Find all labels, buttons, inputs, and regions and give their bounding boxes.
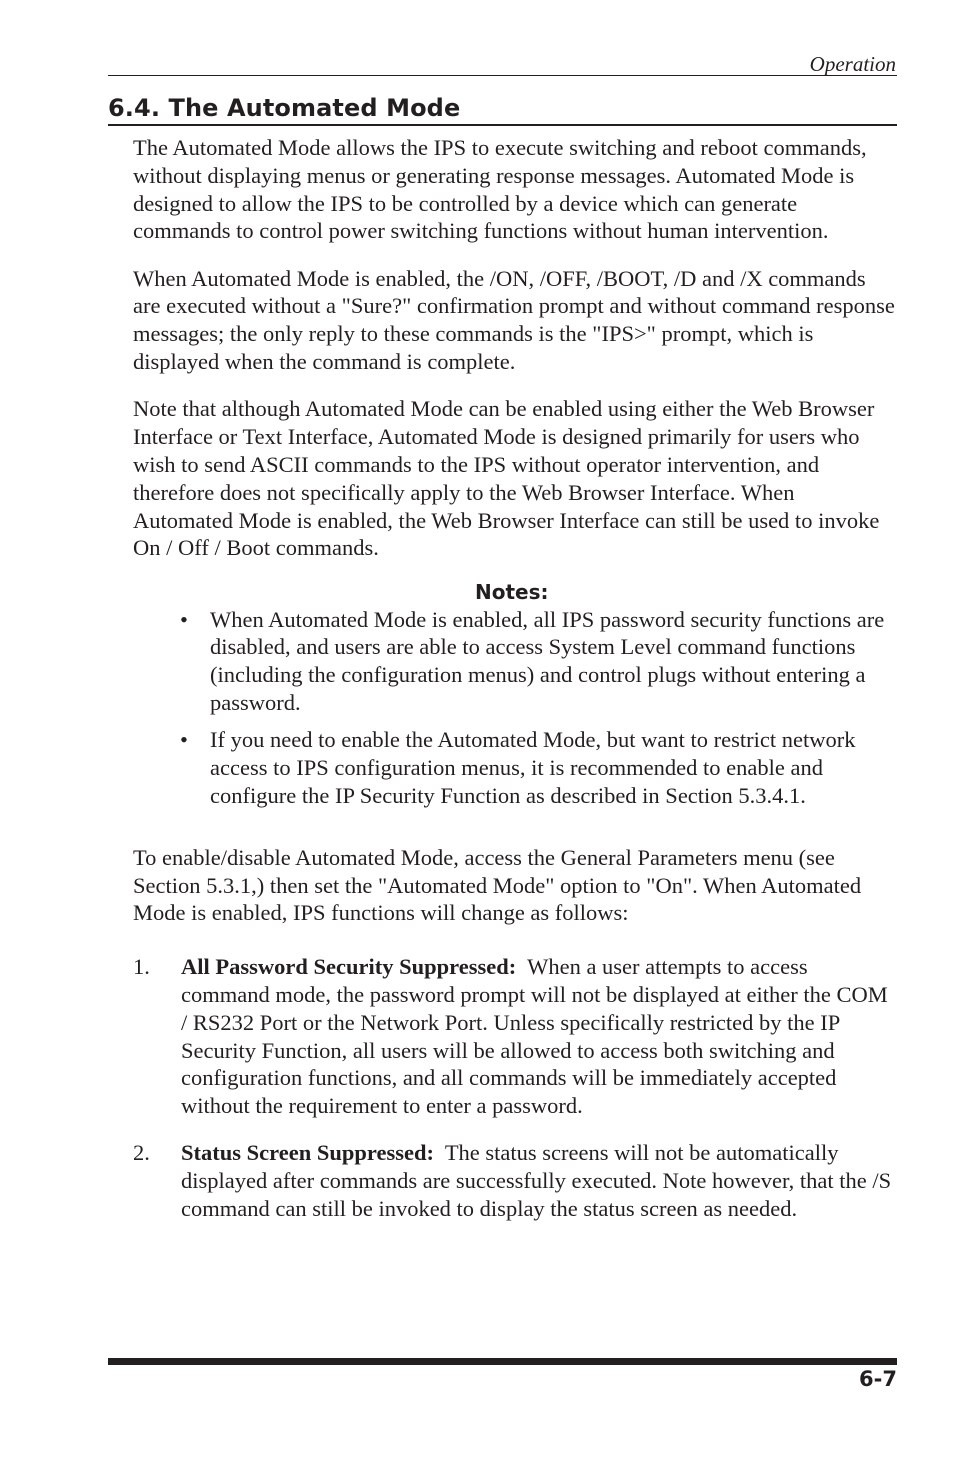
header-rule [108,75,897,76]
item-text [181,1139,897,1222]
bullet-icon: • [180,727,188,753]
heading-rule [108,124,897,126]
paragraph-enable-disable: To enable/disable Automated Mode, access the General Parameters menu (see Section 5.3.1,) then set the "Automated Mode" option to "On". When Automated Mode is enabled, IPS functions will change as follows: [133,844,862,926]
note-text: If you need to enable the Automated Mode, but want to restrict network access to IPS configuration menus, it is recommended to enable and configure the IP Security Function as described in Section 5.3.4.1. [210,727,856,808]
item-body: The status screens will not be automatically displayed after commands are successfully executed. Note however, that the /S command can still be invoked to display the status screen as needed. [181,1139,892,1221]
item-body: When a user attempts to access command mode, the password prompt will not be displayed at either the COM / RS232 Port or the Network Port. Unless specifically restricted by the IP Security Function, all users will be allowed to access both switching and configuration functions, and all commands will be immediately accepted without the requirement to enter a password. [181,954,888,1119]
item-text [181,953,897,1120]
note-item [133,606,897,717]
item-number: 2. [133,1139,150,1165]
section-heading: 6.4. The Automated Mode [108,94,461,122]
item-number: 1. [133,954,150,980]
paragraph-interfaces: Note that although Automated Mode can be enabled using either the Web Browser Interface or Text Interface, Automated Mode is designed primarily for users who wish to send ASCII commands to the IPS without operator intervention, and therefore does not specifically apply to the Web Browser Interface. When Automated Mode is enabled, the Web Browser Interface can still be used to invoke On / Off / Boot commands. [133,396,880,561]
numbered-item [133,1139,897,1222]
item-title: Status Screen Suppressed: [181,1139,434,1165]
note-item [133,726,897,809]
footer-rule [108,1358,897,1365]
item-title: All Password Security Suppressed: [181,954,517,980]
paragraph-intro: The Automated Mode allows the IPS to execute switching and reboot commands, without displaying menus or generating response messages. Automated Mode is designed to allow the IPS to be controlled by a device which can generate commands to control power switching functions without human intervention. [133,135,867,244]
numbered-item [133,953,897,1120]
numbered-list [133,953,897,1222]
running-header: Operation [809,52,896,76]
notes-list [133,606,897,810]
note-text: When Automated Mode is enabled, all IPS password security functions are disabled, and users are able to access System Level command functions (including the configuration menus) and control plugs without entering a password. [210,606,885,716]
section-body [133,134,897,1241]
notes-heading: Notes: [475,579,549,604]
paragraph-commands: When Automated Mode is enabled, the /ON, /OFF, /BOOT, /D and /X commands are executed without a "Sure?" confirmation prompt and without command response messages; the only reply to these commands is the "IPS>" prompt, which is displayed when the command is complete. [133,265,895,375]
bullet-icon: • [180,606,188,632]
page-number: 6-7 [859,1367,897,1391]
